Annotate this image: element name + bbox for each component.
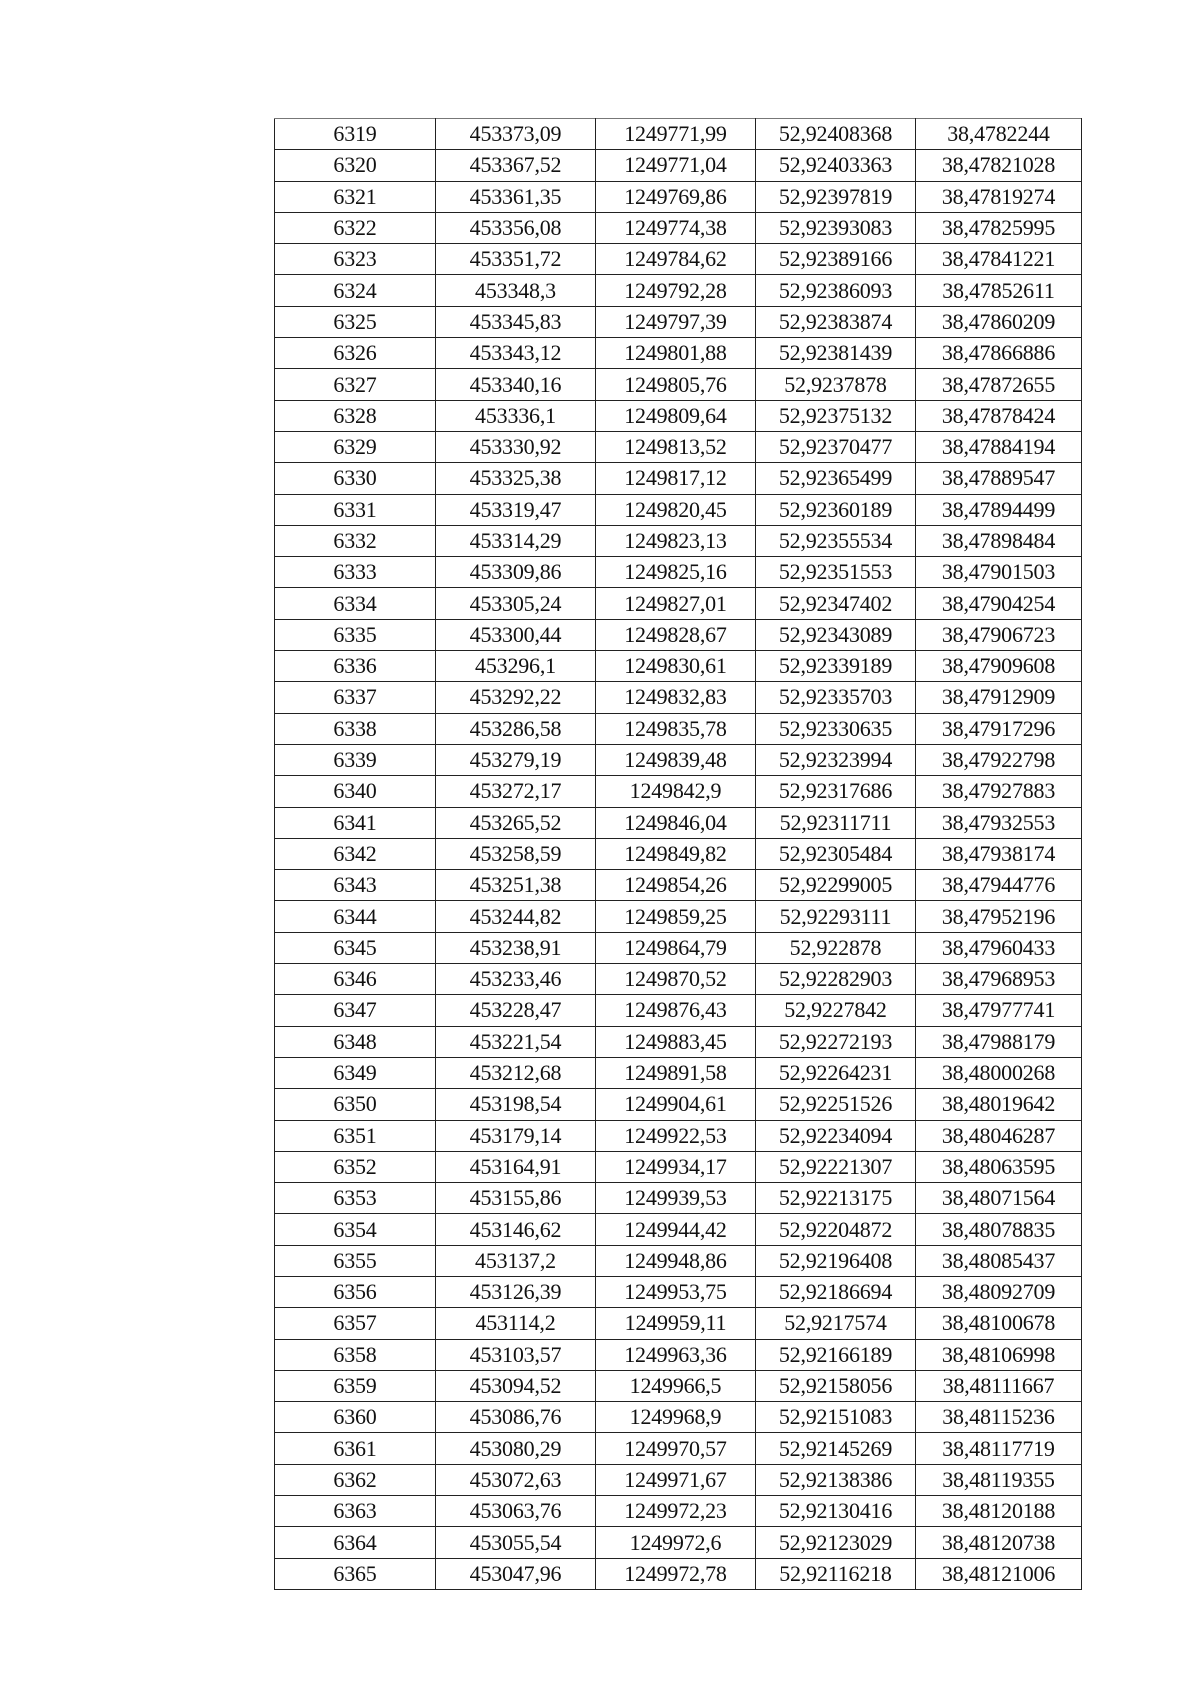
x-coordinate-cell: 453221,54: [436, 1026, 596, 1057]
point-number-cell: 6330: [275, 463, 436, 494]
longitude-cell: 38,47821028: [916, 150, 1082, 181]
table-row: [275, 119, 1082, 150]
latitude-cell: 52,92251526: [756, 1089, 916, 1120]
latitude-cell: 52,92375132: [756, 400, 916, 431]
y-coordinate-cell: 1249832,83: [596, 682, 756, 713]
point-number-cell: 6323: [275, 244, 436, 275]
longitude-cell: 38,47860209: [916, 306, 1082, 337]
table-row: [275, 181, 1082, 212]
longitude-cell: 38,47922798: [916, 744, 1082, 775]
y-coordinate-cell: 1249972,6: [596, 1527, 756, 1558]
latitude-cell: 52,92397819: [756, 181, 916, 212]
y-coordinate-cell: 1249769,86: [596, 181, 756, 212]
latitude-cell: 52,92299005: [756, 870, 916, 901]
table-row: [275, 306, 1082, 337]
y-coordinate-cell: 1249839,48: [596, 744, 756, 775]
point-number-cell: 6356: [275, 1276, 436, 1307]
point-number-cell: 6352: [275, 1151, 436, 1182]
longitude-cell: 38,47968953: [916, 964, 1082, 995]
table-row: [275, 1183, 1082, 1214]
point-number-cell: 6329: [275, 431, 436, 462]
point-number-cell: 6326: [275, 338, 436, 369]
latitude-cell: 52,92311711: [756, 807, 916, 838]
latitude-cell: 52,92351553: [756, 557, 916, 588]
y-coordinate-cell: 1249830,61: [596, 651, 756, 682]
x-coordinate-cell: 453279,19: [436, 744, 596, 775]
x-coordinate-cell: 453094,52: [436, 1370, 596, 1401]
x-coordinate-cell: 453126,39: [436, 1276, 596, 1307]
x-coordinate-cell: 453272,17: [436, 776, 596, 807]
y-coordinate-cell: 1249792,28: [596, 275, 756, 306]
x-coordinate-cell: 453265,52: [436, 807, 596, 838]
x-coordinate-cell: 453343,12: [436, 338, 596, 369]
latitude-cell: 52,92370477: [756, 431, 916, 462]
table-row: [275, 431, 1082, 462]
table-row: [275, 1026, 1082, 1057]
longitude-cell: 38,47977741: [916, 995, 1082, 1026]
y-coordinate-cell: 1249846,04: [596, 807, 756, 838]
x-coordinate-cell: 453063,76: [436, 1496, 596, 1527]
x-coordinate-cell: 453103,57: [436, 1339, 596, 1370]
table-row: [275, 713, 1082, 744]
table-row: [275, 369, 1082, 400]
point-number-cell: 6320: [275, 150, 436, 181]
y-coordinate-cell: 1249805,76: [596, 369, 756, 400]
longitude-cell: 38,48106998: [916, 1339, 1082, 1370]
latitude-cell: 52,9217574: [756, 1308, 916, 1339]
y-coordinate-cell: 1249972,78: [596, 1558, 756, 1589]
x-coordinate-cell: 453258,59: [436, 838, 596, 869]
table-row: [275, 1308, 1082, 1339]
latitude-cell: 52,92393083: [756, 212, 916, 243]
x-coordinate-cell: 453146,62: [436, 1214, 596, 1245]
x-coordinate-cell: 453114,2: [436, 1308, 596, 1339]
point-number-cell: 6362: [275, 1464, 436, 1495]
x-coordinate-cell: 453238,91: [436, 932, 596, 963]
table-row: [275, 1276, 1082, 1307]
x-coordinate-cell: 453345,83: [436, 306, 596, 337]
longitude-cell: 38,47960433: [916, 932, 1082, 963]
longitude-cell: 38,47906723: [916, 619, 1082, 650]
longitude-cell: 38,48085437: [916, 1245, 1082, 1276]
y-coordinate-cell: 1249801,88: [596, 338, 756, 369]
table-row: [275, 1370, 1082, 1401]
latitude-cell: 52,92158056: [756, 1370, 916, 1401]
longitude-cell: 38,48120188: [916, 1496, 1082, 1527]
x-coordinate-cell: 453356,08: [436, 212, 596, 243]
y-coordinate-cell: 1249825,16: [596, 557, 756, 588]
point-number-cell: 6340: [275, 776, 436, 807]
latitude-cell: 52,92234094: [756, 1120, 916, 1151]
x-coordinate-cell: 453047,96: [436, 1558, 596, 1589]
y-coordinate-cell: 1249953,75: [596, 1276, 756, 1307]
point-number-cell: 6357: [275, 1308, 436, 1339]
table-row: [275, 1120, 1082, 1151]
longitude-cell: 38,48063595: [916, 1151, 1082, 1182]
longitude-cell: 38,48046287: [916, 1120, 1082, 1151]
latitude-cell: 52,92335703: [756, 682, 916, 713]
table-row: [275, 619, 1082, 650]
y-coordinate-cell: 1249823,13: [596, 525, 756, 556]
y-coordinate-cell: 1249959,11: [596, 1308, 756, 1339]
point-number-cell: 6333: [275, 557, 436, 588]
y-coordinate-cell: 1249820,45: [596, 494, 756, 525]
point-number-cell: 6343: [275, 870, 436, 901]
table-row: [275, 1496, 1082, 1527]
latitude-cell: 52,92123029: [756, 1527, 916, 1558]
table-row: [275, 1057, 1082, 1088]
x-coordinate-cell: 453373,09: [436, 119, 596, 150]
table-row: [275, 901, 1082, 932]
longitude-cell: 38,47909608: [916, 651, 1082, 682]
latitude-cell: 52,92138386: [756, 1464, 916, 1495]
x-coordinate-cell: 453244,82: [436, 901, 596, 932]
table-row: [275, 400, 1082, 431]
latitude-cell: 52,92204872: [756, 1214, 916, 1245]
latitude-cell: 52,92293111: [756, 901, 916, 932]
latitude-cell: 52,92403363: [756, 150, 916, 181]
table-row: [275, 1089, 1082, 1120]
point-number-cell: 6351: [275, 1120, 436, 1151]
y-coordinate-cell: 1249771,99: [596, 119, 756, 150]
table-row: [275, 1402, 1082, 1433]
longitude-cell: 38,47932553: [916, 807, 1082, 838]
latitude-cell: 52,92355534: [756, 525, 916, 556]
point-number-cell: 6339: [275, 744, 436, 775]
point-number-cell: 6348: [275, 1026, 436, 1057]
table-row: [275, 776, 1082, 807]
latitude-cell: 52,92360189: [756, 494, 916, 525]
latitude-cell: 52,92282903: [756, 964, 916, 995]
y-coordinate-cell: 1249870,52: [596, 964, 756, 995]
y-coordinate-cell: 1249891,58: [596, 1057, 756, 1088]
longitude-cell: 38,47952196: [916, 901, 1082, 932]
point-number-cell: 6338: [275, 713, 436, 744]
x-coordinate-cell: 453309,86: [436, 557, 596, 588]
point-number-cell: 6327: [275, 369, 436, 400]
point-number-cell: 6328: [275, 400, 436, 431]
latitude-cell: 52,9227842: [756, 995, 916, 1026]
latitude-cell: 52,92339189: [756, 651, 916, 682]
table-row: [275, 744, 1082, 775]
x-coordinate-cell: 453072,63: [436, 1464, 596, 1495]
x-coordinate-cell: 453367,52: [436, 150, 596, 181]
table-row: [275, 525, 1082, 556]
point-number-cell: 6350: [275, 1089, 436, 1120]
latitude-cell: 52,92343089: [756, 619, 916, 650]
longitude-cell: 38,47884194: [916, 431, 1082, 462]
x-coordinate-cell: 453292,22: [436, 682, 596, 713]
y-coordinate-cell: 1249842,9: [596, 776, 756, 807]
latitude-cell: 52,92221307: [756, 1151, 916, 1182]
point-number-cell: 6345: [275, 932, 436, 963]
latitude-cell: 52,92365499: [756, 463, 916, 494]
longitude-cell: 38,47894499: [916, 494, 1082, 525]
longitude-cell: 38,47917296: [916, 713, 1082, 744]
x-coordinate-cell: 453314,29: [436, 525, 596, 556]
latitude-cell: 52,92196408: [756, 1245, 916, 1276]
longitude-cell: 38,48000268: [916, 1057, 1082, 1088]
table-row: [275, 463, 1082, 494]
point-number-cell: 6332: [275, 525, 436, 556]
table-row: [275, 588, 1082, 619]
table-row: [275, 964, 1082, 995]
y-coordinate-cell: 1249854,26: [596, 870, 756, 901]
table-row: [275, 807, 1082, 838]
table-row: [275, 1245, 1082, 1276]
table-row: [275, 838, 1082, 869]
latitude-cell: 52,9237878: [756, 369, 916, 400]
x-coordinate-cell: 453080,29: [436, 1433, 596, 1464]
longitude-cell: 38,47904254: [916, 588, 1082, 619]
table-row: [275, 494, 1082, 525]
point-number-cell: 6319: [275, 119, 436, 150]
longitude-cell: 38,47912909: [916, 682, 1082, 713]
point-number-cell: 6353: [275, 1183, 436, 1214]
longitude-cell: 38,47927883: [916, 776, 1082, 807]
longitude-cell: 38,47852611: [916, 275, 1082, 306]
point-number-cell: 6365: [275, 1558, 436, 1589]
longitude-cell: 38,48120738: [916, 1527, 1082, 1558]
point-number-cell: 6354: [275, 1214, 436, 1245]
point-number-cell: 6358: [275, 1339, 436, 1370]
y-coordinate-cell: 1249883,45: [596, 1026, 756, 1057]
latitude-cell: 52,92389166: [756, 244, 916, 275]
longitude-cell: 38,48019642: [916, 1089, 1082, 1120]
y-coordinate-cell: 1249784,62: [596, 244, 756, 275]
x-coordinate-cell: 453361,35: [436, 181, 596, 212]
latitude-cell: 52,92386093: [756, 275, 916, 306]
table-row: [275, 932, 1082, 963]
table-row: [275, 995, 1082, 1026]
longitude-cell: 38,48117719: [916, 1433, 1082, 1464]
latitude-cell: 52,92383874: [756, 306, 916, 337]
y-coordinate-cell: 1249922,53: [596, 1120, 756, 1151]
table-row: [275, 870, 1082, 901]
x-coordinate-cell: 453198,54: [436, 1089, 596, 1120]
y-coordinate-cell: 1249849,82: [596, 838, 756, 869]
longitude-cell: 38,48078835: [916, 1214, 1082, 1245]
longitude-cell: 38,48119355: [916, 1464, 1082, 1495]
coordinates-table: [274, 118, 1082, 1590]
latitude-cell: 52,92330635: [756, 713, 916, 744]
point-number-cell: 6359: [275, 1370, 436, 1401]
point-number-cell: 6324: [275, 275, 436, 306]
latitude-cell: 52,92323994: [756, 744, 916, 775]
x-coordinate-cell: 453325,38: [436, 463, 596, 494]
point-number-cell: 6336: [275, 651, 436, 682]
longitude-cell: 38,47898484: [916, 525, 1082, 556]
longitude-cell: 38,47889547: [916, 463, 1082, 494]
table-row: [275, 212, 1082, 243]
y-coordinate-cell: 1249774,38: [596, 212, 756, 243]
latitude-cell: 52,922878: [756, 932, 916, 963]
x-coordinate-cell: 453137,2: [436, 1245, 596, 1276]
point-number-cell: 6344: [275, 901, 436, 932]
latitude-cell: 52,92317686: [756, 776, 916, 807]
x-coordinate-cell: 453300,44: [436, 619, 596, 650]
y-coordinate-cell: 1249970,57: [596, 1433, 756, 1464]
x-coordinate-cell: 453296,1: [436, 651, 596, 682]
y-coordinate-cell: 1249948,86: [596, 1245, 756, 1276]
latitude-cell: 52,92272193: [756, 1026, 916, 1057]
x-coordinate-cell: 453055,54: [436, 1527, 596, 1558]
point-number-cell: 6325: [275, 306, 436, 337]
y-coordinate-cell: 1249828,67: [596, 619, 756, 650]
x-coordinate-cell: 453251,38: [436, 870, 596, 901]
table-row: [275, 150, 1082, 181]
x-coordinate-cell: 453086,76: [436, 1402, 596, 1433]
x-coordinate-cell: 453351,72: [436, 244, 596, 275]
latitude-cell: 52,92264231: [756, 1057, 916, 1088]
point-number-cell: 6355: [275, 1245, 436, 1276]
longitude-cell: 38,48115236: [916, 1402, 1082, 1433]
longitude-cell: 38,47901503: [916, 557, 1082, 588]
point-number-cell: 6335: [275, 619, 436, 650]
x-coordinate-cell: 453155,86: [436, 1183, 596, 1214]
table-row: [275, 1527, 1082, 1558]
x-coordinate-cell: 453305,24: [436, 588, 596, 619]
x-coordinate-cell: 453228,47: [436, 995, 596, 1026]
latitude-cell: 52,92213175: [756, 1183, 916, 1214]
table-row: [275, 1433, 1082, 1464]
y-coordinate-cell: 1249904,61: [596, 1089, 756, 1120]
longitude-cell: 38,47825995: [916, 212, 1082, 243]
y-coordinate-cell: 1249971,67: [596, 1464, 756, 1495]
x-coordinate-cell: 453212,68: [436, 1057, 596, 1088]
y-coordinate-cell: 1249864,79: [596, 932, 756, 963]
longitude-cell: 38,47938174: [916, 838, 1082, 869]
x-coordinate-cell: 453348,3: [436, 275, 596, 306]
longitude-cell: 38,47866886: [916, 338, 1082, 369]
longitude-cell: 38,4782244: [916, 119, 1082, 150]
point-number-cell: 6337: [275, 682, 436, 713]
coordinates-table-body: [275, 119, 1082, 1590]
point-number-cell: 6341: [275, 807, 436, 838]
point-number-cell: 6361: [275, 1433, 436, 1464]
table-row: [275, 275, 1082, 306]
longitude-cell: 38,47988179: [916, 1026, 1082, 1057]
longitude-cell: 38,48121006: [916, 1558, 1082, 1589]
table-row: [275, 1214, 1082, 1245]
table-row: [275, 338, 1082, 369]
table-row: [275, 1151, 1082, 1182]
longitude-cell: 38,47819274: [916, 181, 1082, 212]
latitude-cell: 52,92130416: [756, 1496, 916, 1527]
x-coordinate-cell: 453330,92: [436, 431, 596, 462]
table-row: [275, 1339, 1082, 1370]
longitude-cell: 38,47878424: [916, 400, 1082, 431]
x-coordinate-cell: 453286,58: [436, 713, 596, 744]
point-number-cell: 6321: [275, 181, 436, 212]
y-coordinate-cell: 1249968,9: [596, 1402, 756, 1433]
y-coordinate-cell: 1249934,17: [596, 1151, 756, 1182]
latitude-cell: 52,92381439: [756, 338, 916, 369]
longitude-cell: 38,48071564: [916, 1183, 1082, 1214]
table-row: [275, 244, 1082, 275]
longitude-cell: 38,47872655: [916, 369, 1082, 400]
point-number-cell: 6322: [275, 212, 436, 243]
y-coordinate-cell: 1249963,36: [596, 1339, 756, 1370]
latitude-cell: 52,92116218: [756, 1558, 916, 1589]
x-coordinate-cell: 453336,1: [436, 400, 596, 431]
y-coordinate-cell: 1249827,01: [596, 588, 756, 619]
x-coordinate-cell: 453340,16: [436, 369, 596, 400]
latitude-cell: 52,92166189: [756, 1339, 916, 1370]
y-coordinate-cell: 1249876,43: [596, 995, 756, 1026]
y-coordinate-cell: 1249809,64: [596, 400, 756, 431]
y-coordinate-cell: 1249797,39: [596, 306, 756, 337]
x-coordinate-cell: 453164,91: [436, 1151, 596, 1182]
point-number-cell: 6364: [275, 1527, 436, 1558]
y-coordinate-cell: 1249771,04: [596, 150, 756, 181]
longitude-cell: 38,48111667: [916, 1370, 1082, 1401]
table-row: [275, 557, 1082, 588]
point-number-cell: 6363: [275, 1496, 436, 1527]
x-coordinate-cell: 453319,47: [436, 494, 596, 525]
longitude-cell: 38,47944776: [916, 870, 1082, 901]
table-row: [275, 1558, 1082, 1589]
y-coordinate-cell: 1249939,53: [596, 1183, 756, 1214]
table-row: [275, 1464, 1082, 1495]
point-number-cell: 6360: [275, 1402, 436, 1433]
longitude-cell: 38,48100678: [916, 1308, 1082, 1339]
point-number-cell: 6349: [275, 1057, 436, 1088]
point-number-cell: 6334: [275, 588, 436, 619]
point-number-cell: 6331: [275, 494, 436, 525]
y-coordinate-cell: 1249972,23: [596, 1496, 756, 1527]
y-coordinate-cell: 1249966,5: [596, 1370, 756, 1401]
y-coordinate-cell: 1249944,42: [596, 1214, 756, 1245]
point-number-cell: 6346: [275, 964, 436, 995]
point-number-cell: 6347: [275, 995, 436, 1026]
latitude-cell: 52,92347402: [756, 588, 916, 619]
y-coordinate-cell: 1249813,52: [596, 431, 756, 462]
point-number-cell: 6342: [275, 838, 436, 869]
table-row: [275, 651, 1082, 682]
longitude-cell: 38,47841221: [916, 244, 1082, 275]
latitude-cell: 52,92145269: [756, 1433, 916, 1464]
y-coordinate-cell: 1249859,25: [596, 901, 756, 932]
y-coordinate-cell: 1249835,78: [596, 713, 756, 744]
latitude-cell: 52,92186694: [756, 1276, 916, 1307]
latitude-cell: 52,92408368: [756, 119, 916, 150]
x-coordinate-cell: 453233,46: [436, 964, 596, 995]
latitude-cell: 52,92151083: [756, 1402, 916, 1433]
latitude-cell: 52,92305484: [756, 838, 916, 869]
x-coordinate-cell: 453179,14: [436, 1120, 596, 1151]
longitude-cell: 38,48092709: [916, 1276, 1082, 1307]
table-row: [275, 682, 1082, 713]
y-coordinate-cell: 1249817,12: [596, 463, 756, 494]
